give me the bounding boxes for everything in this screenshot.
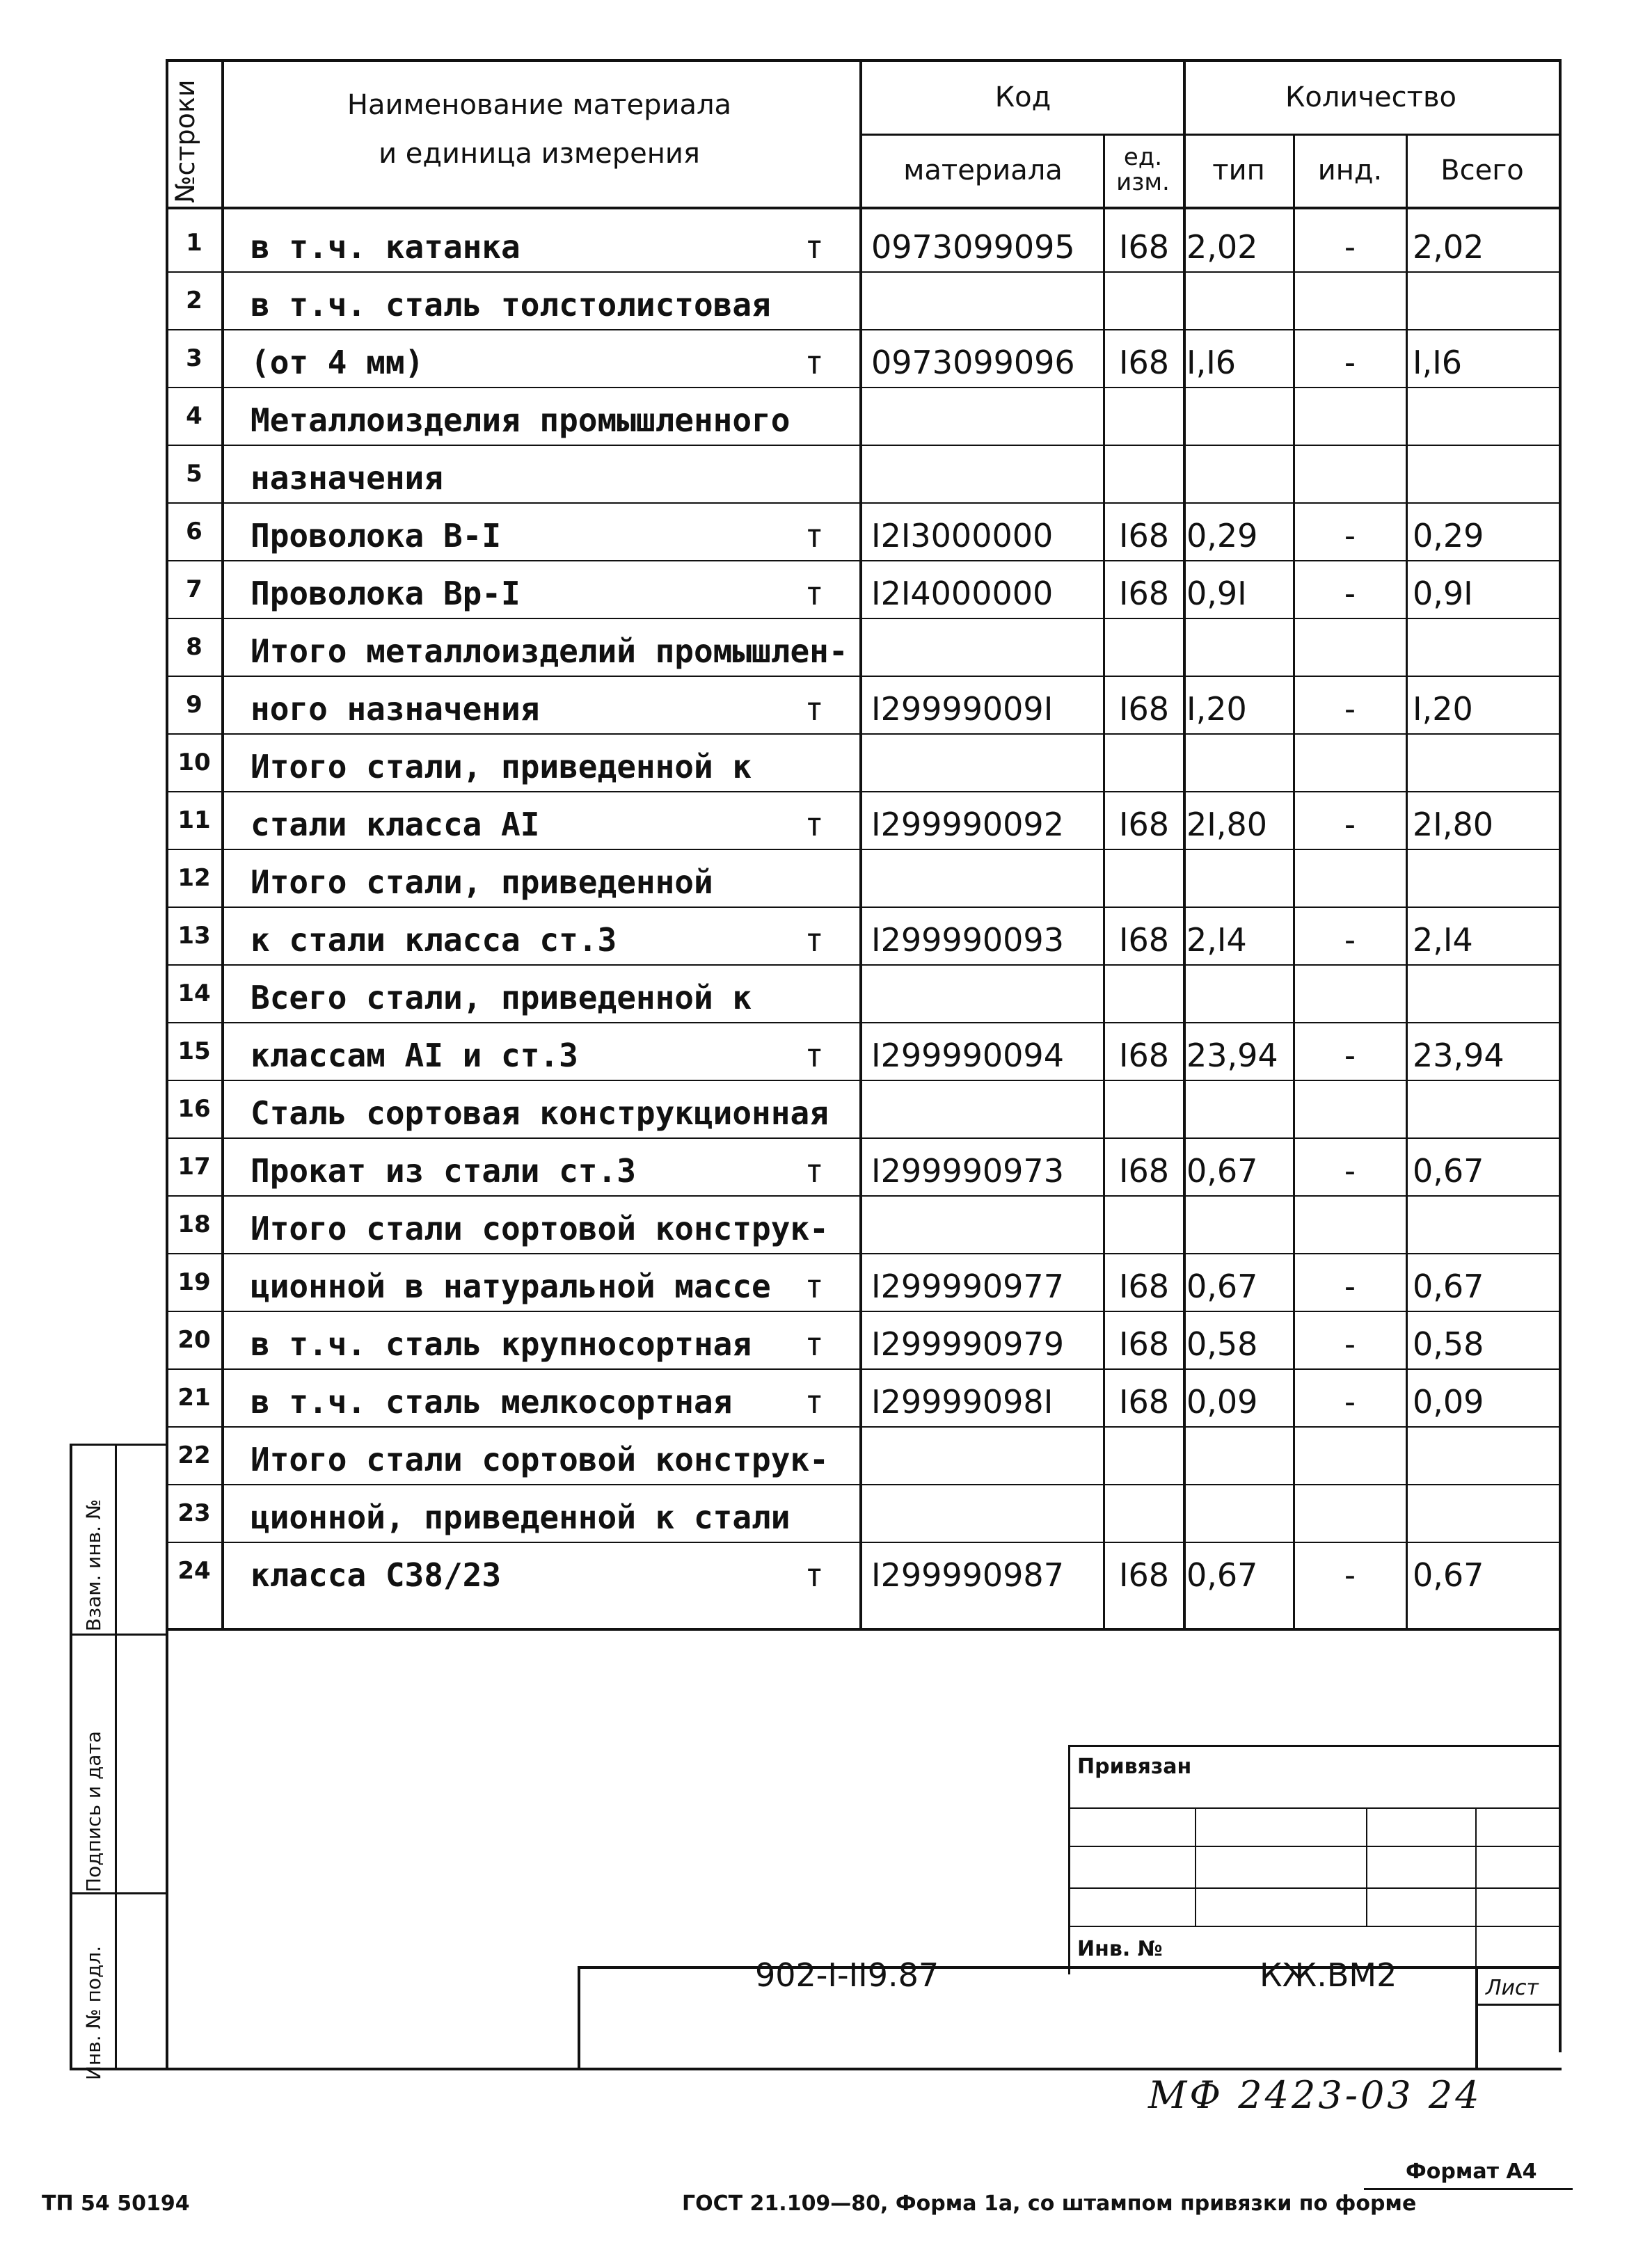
gost-text: ГОСТ 21.109—80, Форма 1а, со штампом привязки по форме xyxy=(682,2191,1417,2216)
cell-code: I2I4000000 xyxy=(871,575,1054,612)
cell-n: 12 xyxy=(177,864,211,892)
table-right-border xyxy=(1559,59,1562,2052)
cell-total: I,I6 xyxy=(1413,344,1463,381)
cell-name: Прокат из стали ст.3 xyxy=(251,1152,636,1190)
cell-n: 6 xyxy=(186,518,202,545)
name-header-line2: и единица измерения xyxy=(379,138,700,170)
cell-ind: - xyxy=(1340,690,1360,728)
cell-name: Проволока Вр-I xyxy=(251,575,521,612)
cell-ed: I68 xyxy=(1118,575,1170,612)
cell-ind: - xyxy=(1340,1152,1360,1190)
cell-unit: т xyxy=(804,1556,824,1594)
handwritten-number: МФ 2423-03 24 xyxy=(1148,2073,1482,2117)
side-box-divider xyxy=(115,1444,117,2070)
cell-name: ционной, приведенной к стали xyxy=(251,1499,791,1536)
cell-total: 2,02 xyxy=(1413,228,1484,266)
cell-unit: т xyxy=(804,690,824,728)
cell-n: 10 xyxy=(177,749,211,776)
title-block-top xyxy=(578,1966,1559,1969)
cell-code: I299990977 xyxy=(871,1268,1064,1305)
cell-code: I2I3000000 xyxy=(871,517,1054,554)
cell-total: 0,29 xyxy=(1413,517,1484,554)
cell-unit: т xyxy=(804,517,824,554)
cell-total: 0,9I xyxy=(1413,575,1473,612)
cell-n: 23 xyxy=(177,1499,211,1527)
col-divider xyxy=(221,59,224,1628)
cell-ed: I68 xyxy=(1118,1383,1170,1421)
cell-type: 2,02 xyxy=(1186,228,1258,266)
cell-code: I299990092 xyxy=(871,806,1064,843)
table-bottom-border xyxy=(166,1628,1559,1631)
row-line xyxy=(166,618,1559,619)
list-label: Лист xyxy=(1486,1976,1539,2000)
row-line xyxy=(166,1368,1559,1370)
qty-type-header: тип xyxy=(1212,154,1265,186)
cell-unit: т xyxy=(804,1152,824,1190)
cell-name: Металлоизделия промышленного xyxy=(251,401,791,439)
code-unit-header: ед. изм. xyxy=(1116,143,1170,196)
cell-n: 8 xyxy=(186,633,202,661)
cell-n: 21 xyxy=(177,1384,211,1412)
cell-ind: - xyxy=(1340,575,1360,612)
page-bottom-border xyxy=(70,2068,1562,2070)
cell-unit: т xyxy=(804,344,824,381)
cell-ed: I68 xyxy=(1118,921,1170,959)
row-line xyxy=(166,907,1559,908)
name-header-line1: Наименование материала xyxy=(347,89,732,121)
stamp-line xyxy=(1068,1745,1070,1974)
side-box-top xyxy=(70,1444,166,1446)
cell-name: класса С38/23 xyxy=(251,1556,502,1594)
cell-ind: - xyxy=(1340,1556,1360,1594)
cell-unit: т xyxy=(804,1268,824,1305)
cell-total: 0,67 xyxy=(1413,1268,1484,1305)
cell-name: Итого металлоизделий промышлен- xyxy=(251,632,848,670)
cell-name: Всего стали, приведенной к xyxy=(251,979,752,1016)
quantity-header: Количество xyxy=(1285,81,1456,113)
cell-total: 23,94 xyxy=(1413,1037,1504,1074)
stamp-line xyxy=(1195,1807,1196,1926)
qty-total-header: Всего xyxy=(1440,154,1524,186)
cell-unit: т xyxy=(804,228,824,266)
cell-n: 20 xyxy=(177,1326,211,1354)
cell-code: I299990094 xyxy=(871,1037,1064,1074)
col-divider xyxy=(1183,59,1186,1628)
cell-n: 15 xyxy=(177,1037,211,1065)
format-label: Формат А4 xyxy=(1406,2159,1537,2184)
row-line xyxy=(166,849,1559,850)
stamp-line xyxy=(1068,1926,1559,1927)
cell-unit: т xyxy=(804,1383,824,1421)
cell-ed: I68 xyxy=(1118,517,1170,554)
cell-unit: т xyxy=(804,921,824,959)
podpis-data-label: Подпись и дата xyxy=(82,1731,105,1892)
cell-n: 16 xyxy=(177,1095,211,1123)
cell-type: 0,9I xyxy=(1186,575,1247,612)
cell-type: 2,I4 xyxy=(1186,921,1247,959)
row-line xyxy=(166,1137,1559,1139)
cell-name: Итого стали сортовой конструк- xyxy=(251,1441,829,1478)
cell-ed: I68 xyxy=(1118,1325,1170,1363)
cell-code: I299990987 xyxy=(871,1556,1064,1594)
privyazan-label: Привязан xyxy=(1077,1755,1192,1779)
row-line xyxy=(166,1484,1559,1485)
format-underline xyxy=(1364,2188,1573,2190)
title-block-left xyxy=(578,1966,580,2068)
document-mark: КЖ.ВМ2 xyxy=(1260,1956,1397,1994)
cell-total: 2I,80 xyxy=(1413,806,1493,843)
row-line xyxy=(166,560,1559,561)
cell-name: (от 4 мм) xyxy=(251,344,424,381)
cell-ind: - xyxy=(1340,806,1360,843)
stamp-line xyxy=(1068,1745,1559,1747)
cell-ed: I68 xyxy=(1118,344,1170,381)
cell-name: к стали класса ст.3 xyxy=(251,921,617,959)
stamp-line xyxy=(1068,1846,1559,1847)
row-line xyxy=(166,791,1559,792)
inv-no-label: Инв. № xyxy=(1077,1937,1163,1961)
row-line xyxy=(166,445,1559,446)
stamp-line xyxy=(1475,1807,1477,1967)
table-top-border xyxy=(166,59,1559,62)
cell-n: 1 xyxy=(186,229,202,257)
cell-code: 0973099095 xyxy=(871,228,1075,266)
cell-unit: т xyxy=(804,806,824,843)
cell-ind: - xyxy=(1340,1325,1360,1363)
cell-name: ционной в натуральной массе xyxy=(251,1268,771,1305)
cell-name: назначения xyxy=(251,459,443,497)
row-line xyxy=(166,1195,1559,1197)
cell-type: I,20 xyxy=(1186,690,1247,728)
cell-ind: - xyxy=(1340,921,1360,959)
footer-left-code: ТП 54 50194 xyxy=(42,2191,190,2216)
side-box-line xyxy=(70,1892,166,1894)
cell-ind: - xyxy=(1340,517,1360,554)
row-line xyxy=(166,1311,1559,1312)
cell-name: в т.ч. сталь толстолистовая xyxy=(251,286,771,324)
row-line xyxy=(166,1426,1559,1428)
row-line xyxy=(166,964,1559,966)
cell-name: в т.ч. сталь мелкосортная xyxy=(251,1383,733,1421)
cell-ed: I68 xyxy=(1118,1268,1170,1305)
cell-code: I29999009I xyxy=(871,690,1054,728)
cell-total: 0,09 xyxy=(1413,1383,1484,1421)
cell-name: Проволока В-I xyxy=(251,517,502,554)
cell-ed: I68 xyxy=(1118,228,1170,266)
cell-n: 7 xyxy=(186,575,202,603)
cell-name: Итого стали, приведенной xyxy=(251,863,713,901)
cell-n: 19 xyxy=(177,1268,211,1296)
cell-name: ного назначения xyxy=(251,690,540,728)
cell-n: 3 xyxy=(186,344,202,372)
cell-ed: I68 xyxy=(1118,690,1170,728)
cell-type: 0,67 xyxy=(1186,1268,1258,1305)
cell-type: 2I,80 xyxy=(1186,806,1267,843)
row-line xyxy=(166,1542,1559,1543)
cell-unit: т xyxy=(804,575,824,612)
vzam-inv-label: Взам. инв. № xyxy=(82,1499,105,1631)
cell-type: I,I6 xyxy=(1186,344,1237,381)
cell-type: 0,58 xyxy=(1186,1325,1258,1363)
qty-ind-header: инд. xyxy=(1317,154,1383,186)
document-code: 902-I-II9.87 xyxy=(755,1956,939,1994)
col-divider xyxy=(1406,136,1408,1628)
cell-n: 18 xyxy=(177,1211,211,1238)
stamp-line xyxy=(1068,1807,1559,1809)
row-line xyxy=(166,502,1559,504)
cell-name: в т.ч. катанка xyxy=(251,228,521,266)
cell-name: в т.ч. сталь крупносортная xyxy=(251,1325,752,1363)
cell-name: Итого стали сортовой конструк- xyxy=(251,1210,829,1247)
cell-type: 23,94 xyxy=(1186,1037,1278,1074)
frame-left xyxy=(166,1628,168,2068)
cell-ed: I68 xyxy=(1118,806,1170,843)
cell-total: 0,58 xyxy=(1413,1325,1484,1363)
cell-ind: - xyxy=(1340,344,1360,381)
cell-ed: I68 xyxy=(1118,1037,1170,1074)
stamp-line xyxy=(1068,1887,1559,1889)
row-line xyxy=(166,733,1559,735)
cell-ed: I68 xyxy=(1118,1556,1170,1594)
cell-n: 2 xyxy=(186,287,202,314)
col-divider xyxy=(859,59,862,1628)
cell-n: 9 xyxy=(186,691,202,719)
row-line xyxy=(166,1022,1559,1023)
cell-ind: - xyxy=(1340,1268,1360,1305)
code-material-header: материала xyxy=(903,154,1063,186)
cell-n: 4 xyxy=(186,402,202,430)
cell-type: 0,09 xyxy=(1186,1383,1258,1421)
code-header: Код xyxy=(994,81,1051,113)
cell-n: 5 xyxy=(186,460,202,488)
cell-ind: - xyxy=(1340,1037,1360,1074)
cell-name: Сталь сортовая конструкционная xyxy=(251,1094,829,1132)
stamp-line xyxy=(1366,1807,1367,1926)
cell-code: I299990979 xyxy=(871,1325,1064,1363)
cell-code: I299990093 xyxy=(871,921,1064,959)
cell-code: 0973099096 xyxy=(871,344,1075,381)
cell-unit: т xyxy=(804,1325,824,1363)
cell-code: I299990973 xyxy=(871,1152,1064,1190)
row-number-header: №строки xyxy=(170,79,200,203)
cell-total: I,20 xyxy=(1413,690,1473,728)
row-line xyxy=(166,1080,1559,1081)
cell-ind: - xyxy=(1340,1383,1360,1421)
cell-type: 0,67 xyxy=(1186,1556,1258,1594)
cell-total: 0,67 xyxy=(1413,1152,1484,1190)
cell-unit: т xyxy=(804,1037,824,1074)
cell-ind: - xyxy=(1340,228,1360,266)
side-box-line xyxy=(70,1634,166,1636)
row-line xyxy=(166,387,1559,388)
row-line xyxy=(166,271,1559,273)
row-line xyxy=(166,1253,1559,1254)
cell-n: 13 xyxy=(177,922,211,950)
cell-code: I29999098I xyxy=(871,1383,1054,1421)
cell-n: 11 xyxy=(177,806,211,834)
row-line xyxy=(166,329,1559,330)
header-bottom-border xyxy=(166,207,1559,209)
cell-type: 0,29 xyxy=(1186,517,1258,554)
cell-n: 17 xyxy=(177,1153,211,1181)
inv-podl-label: Инв. № подл. xyxy=(82,1945,105,2080)
cell-ed: I68 xyxy=(1118,1152,1170,1190)
cell-total: 0,67 xyxy=(1413,1556,1484,1594)
side-box-left xyxy=(70,1444,72,2070)
title-block-line xyxy=(1475,2004,1559,2006)
cell-name: стали класса AI xyxy=(251,806,540,843)
cell-name: Итого стали, приведенной к xyxy=(251,748,752,785)
row-line xyxy=(166,676,1559,677)
cell-n: 24 xyxy=(177,1557,211,1585)
cell-n: 14 xyxy=(177,980,211,1007)
cell-total: 2,I4 xyxy=(1413,921,1473,959)
cell-name: классам AI и ст.3 xyxy=(251,1037,578,1074)
title-block-divider xyxy=(1475,1966,1478,2068)
cell-type: 0,67 xyxy=(1186,1152,1258,1190)
cell-n: 22 xyxy=(177,1442,211,1469)
